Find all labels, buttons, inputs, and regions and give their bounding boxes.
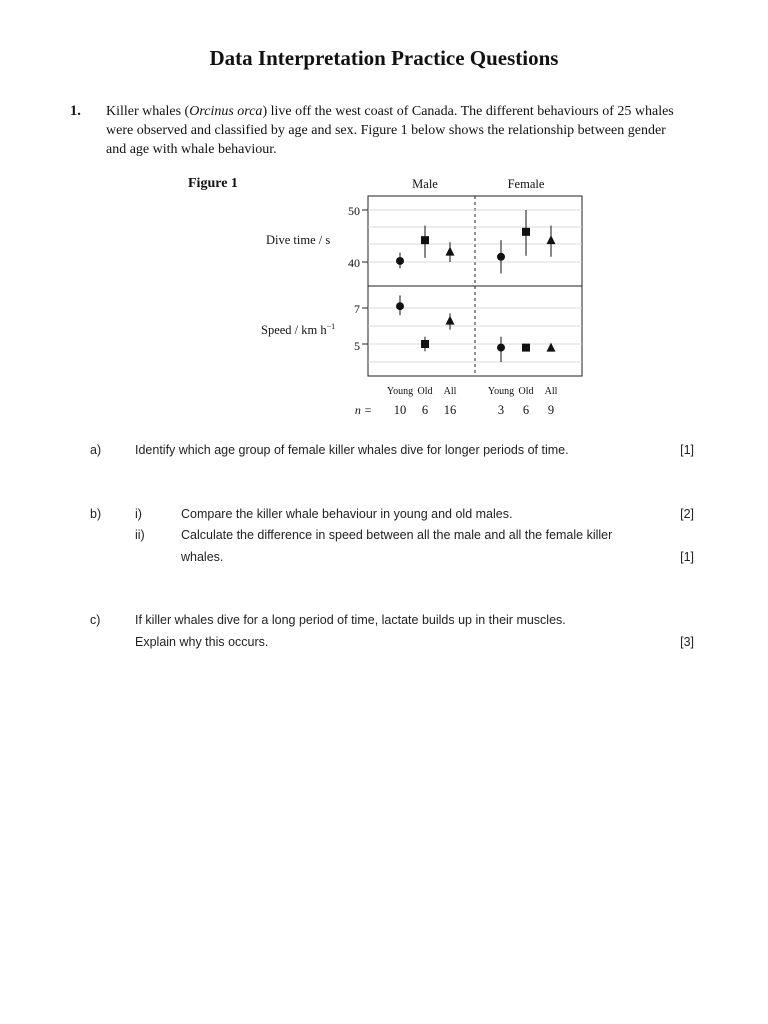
part-a-text: Identify which age group of female killer whales dive for longer periods of time. — [135, 443, 569, 457]
part-a-marks: [1] — [680, 443, 694, 457]
part-b-i-label: i) — [135, 507, 142, 521]
speed-female-old-point — [522, 344, 530, 352]
intro-pre: Killer whales ( — [106, 104, 190, 119]
dive_time-male-young-point — [396, 257, 404, 265]
part-c-label: c) — [90, 613, 101, 627]
sample-size-male-young: 10 — [393, 403, 407, 417]
speed-male-all-point — [446, 316, 455, 325]
figure-label: Figure 1 — [188, 176, 238, 191]
part-b-ii-label: ii) — [135, 528, 145, 542]
part-b-i-text: Compare the killer whale behaviour in young and old males. — [181, 507, 513, 521]
dive_time-female-all-point — [547, 235, 556, 244]
part-c-marks: [3] — [680, 635, 694, 649]
category-label-old-male: Old — [417, 386, 433, 397]
part-b-ii-text-line1: Calculate the difference in speed between all the male and all the female killer — [181, 528, 613, 542]
part-c-text-line2: Explain why this occurs. — [135, 635, 269, 649]
intro-post: ) live off the west coast of Canada. The different behaviours of 25 whales were observed and classified by age and sex. Figure 1 below shows the relationship between gender and age with whale behaviour. — [106, 104, 674, 157]
category-label-old-female: Old — [518, 386, 534, 397]
part-b-label: b) — [90, 507, 102, 521]
sample-size-female-all: 9 — [547, 403, 555, 417]
dive-axis-label: Dive time / s — [266, 233, 331, 247]
speed-axis-label — [261, 322, 335, 338]
sample-size-female-old: 6 — [522, 403, 530, 417]
figure-1-chart — [330, 170, 600, 420]
part-a-label: a) — [90, 443, 102, 457]
dive_time-male-all-point — [446, 247, 455, 256]
part-b-i-marks: [2] — [680, 507, 694, 521]
speed-male-old-point — [421, 340, 429, 348]
panel-header-male: Male — [412, 177, 438, 191]
sample-size-female-young: 3 — [497, 403, 505, 417]
speed-tick-5: 5 — [354, 339, 360, 353]
part-b-ii-text-line2: whales. — [181, 550, 224, 564]
speed-male-young-point — [396, 302, 404, 310]
category-label-young-female: Young — [487, 386, 515, 397]
part-c-text-line1: If killer whales dive for a long period of time, lactate builds up in their muscles. — [135, 613, 566, 627]
sample-size-label: n = — [354, 403, 372, 417]
category-label-young-male: Young — [386, 386, 414, 397]
sample-size-male-old: 6 — [421, 403, 429, 417]
speed-axis-label-sup: −1 — [326, 322, 336, 331]
question-intro — [106, 102, 686, 159]
sample-size-male-all: 16 — [443, 403, 457, 417]
speed-tick-7: 7 — [354, 302, 360, 316]
panel-header-female: Female — [507, 177, 545, 191]
dive-tick-40: 40 — [348, 256, 360, 270]
part-b-ii-marks: [1] — [680, 550, 694, 564]
dive_time-female-old-point — [522, 228, 530, 236]
speed-axis-label-main: Speed / km h — [261, 323, 327, 338]
speed-female-young-point — [497, 344, 505, 352]
dive_time-female-young-point — [497, 253, 505, 261]
category-label-all-female: All — [544, 386, 558, 397]
category-label-all-male: All — [443, 386, 457, 397]
dive_time-male-old-point — [421, 236, 429, 244]
dive-tick-50: 50 — [348, 204, 360, 218]
page-title: Data Interpretation Practice Questions — [209, 46, 559, 70]
y-tick-marks — [362, 210, 368, 344]
species-name: Orcinus orca — [189, 104, 263, 119]
question-number: 1. — [70, 103, 81, 119]
